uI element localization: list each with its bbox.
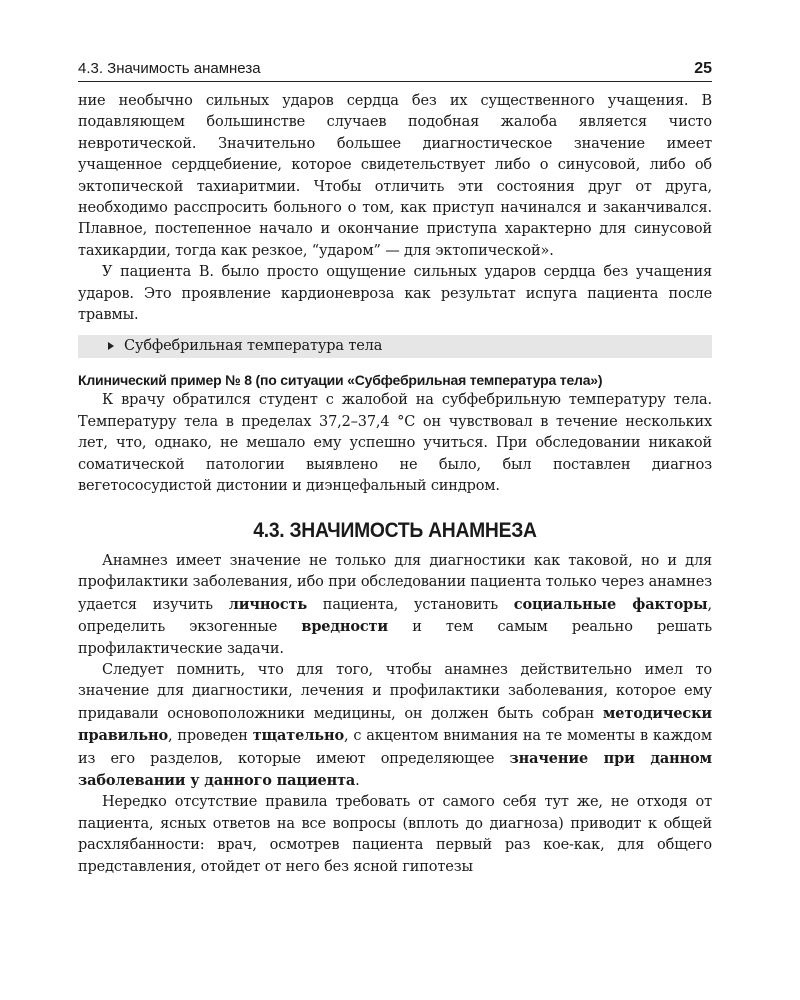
bold-term: значение при данном заболевании у данного пациента	[78, 749, 713, 789]
shaded-topic-label: Субфебрильная температура тела	[124, 338, 383, 355]
page	[78, 60, 712, 878]
text-run: .	[355, 772, 360, 789]
bold-term: методически правильно	[78, 704, 712, 745]
bold-term: социальные факторы	[513, 595, 708, 613]
body-text	[78, 91, 712, 878]
text-run: Анамнез имеет значение не только для диагностики как таковой, но и для профилактики заболевания, ибо при обследовании пациента только через анамнез удается изучить	[78, 552, 712, 613]
paragraph-clinical-example: К врачу обратился студент с жалобой на субфебрильную температуру тела. Температуру тела в пределах 37,2–37,4 °С он чувствовал в течение нескольких лет, что, однако, не мешало ему успешно учиться. При обследовании никакой соматической патологии выявлено не было, был поставлен диагноз вегетососудистой дистонии и диэнцефальный синдром.	[78, 392, 712, 495]
shaded-topic-bar	[78, 335, 712, 358]
paragraph-anamnesis-2	[78, 660, 712, 792]
text-run: , определить экзогенные	[78, 596, 712, 636]
paragraph-anamnesis-3: Нередко отсутствие правила требовать от самого себя тут же, не отходя от пациента, ясных ответов на все вопросы (вплоть до диагноза) приводит к общей расхлябанности: врач, осмотрев пациента первый раз кое-как, для общего представления, отойдет от него без ясной гипотезы	[78, 794, 712, 875]
clinical-example-title: Клинический пример № 8 (по ситуации «Субфебрильная температура тела»)	[78, 372, 603, 389]
header-title: 4.3. Значимость анамнеза	[78, 60, 261, 77]
text-run: пациента, установить	[307, 596, 514, 613]
text-run: , с акцентом внимания на те моменты в каждом из его разделов, которые имеют определяющее	[78, 728, 712, 767]
triangle-bullet-icon	[108, 342, 114, 350]
bold-term: тщательно	[252, 727, 344, 745]
page-number: 25	[694, 60, 712, 77]
bold-term: вредности	[301, 618, 388, 636]
paragraph-patient-v: У пациента В. было просто ощущение сильных ударов сердца без учащения ударов. Это проявление кардионевроза как результат испуга пациента после травмы.	[78, 264, 712, 324]
text-run: Следует помнить, что для того, чтобы анамнез действительно имел то значение для диагностики, лечения и профилактики заболевания, которое ему придавали основоположники медицины, он должен быть собран	[78, 661, 712, 722]
bold-term: личность	[228, 595, 308, 613]
paragraph-continued: ние необычно сильных ударов сердца без их существенного учащения. В подавляющем большинстве случаев подобная жалоба является чисто невротической. Значительно большее диагностическое значение имеет учащенное сердцебиение, которое свидетельствует либо о синусовой, либо об эктопической тахиаритмии. Чтобы отличить эти состояния друг от друга, необходимо расспросить больного о том, как приступ начинался и заканчивался. Плавное, постепенное начало и окончание приступа характерно для синусовой тахикардии, тогда как резкое, “ударом” — для эктопической».	[78, 93, 712, 259]
section-heading: 4.3. ЗНАЧИМОСТЬ АНАМНЕЗА	[253, 518, 537, 542]
text-run: , проведен	[167, 728, 253, 745]
text-run: и тем самым реально решать профилактические задачи.	[78, 619, 712, 657]
running-header	[78, 60, 712, 82]
paragraph-anamnesis-1	[78, 551, 712, 660]
